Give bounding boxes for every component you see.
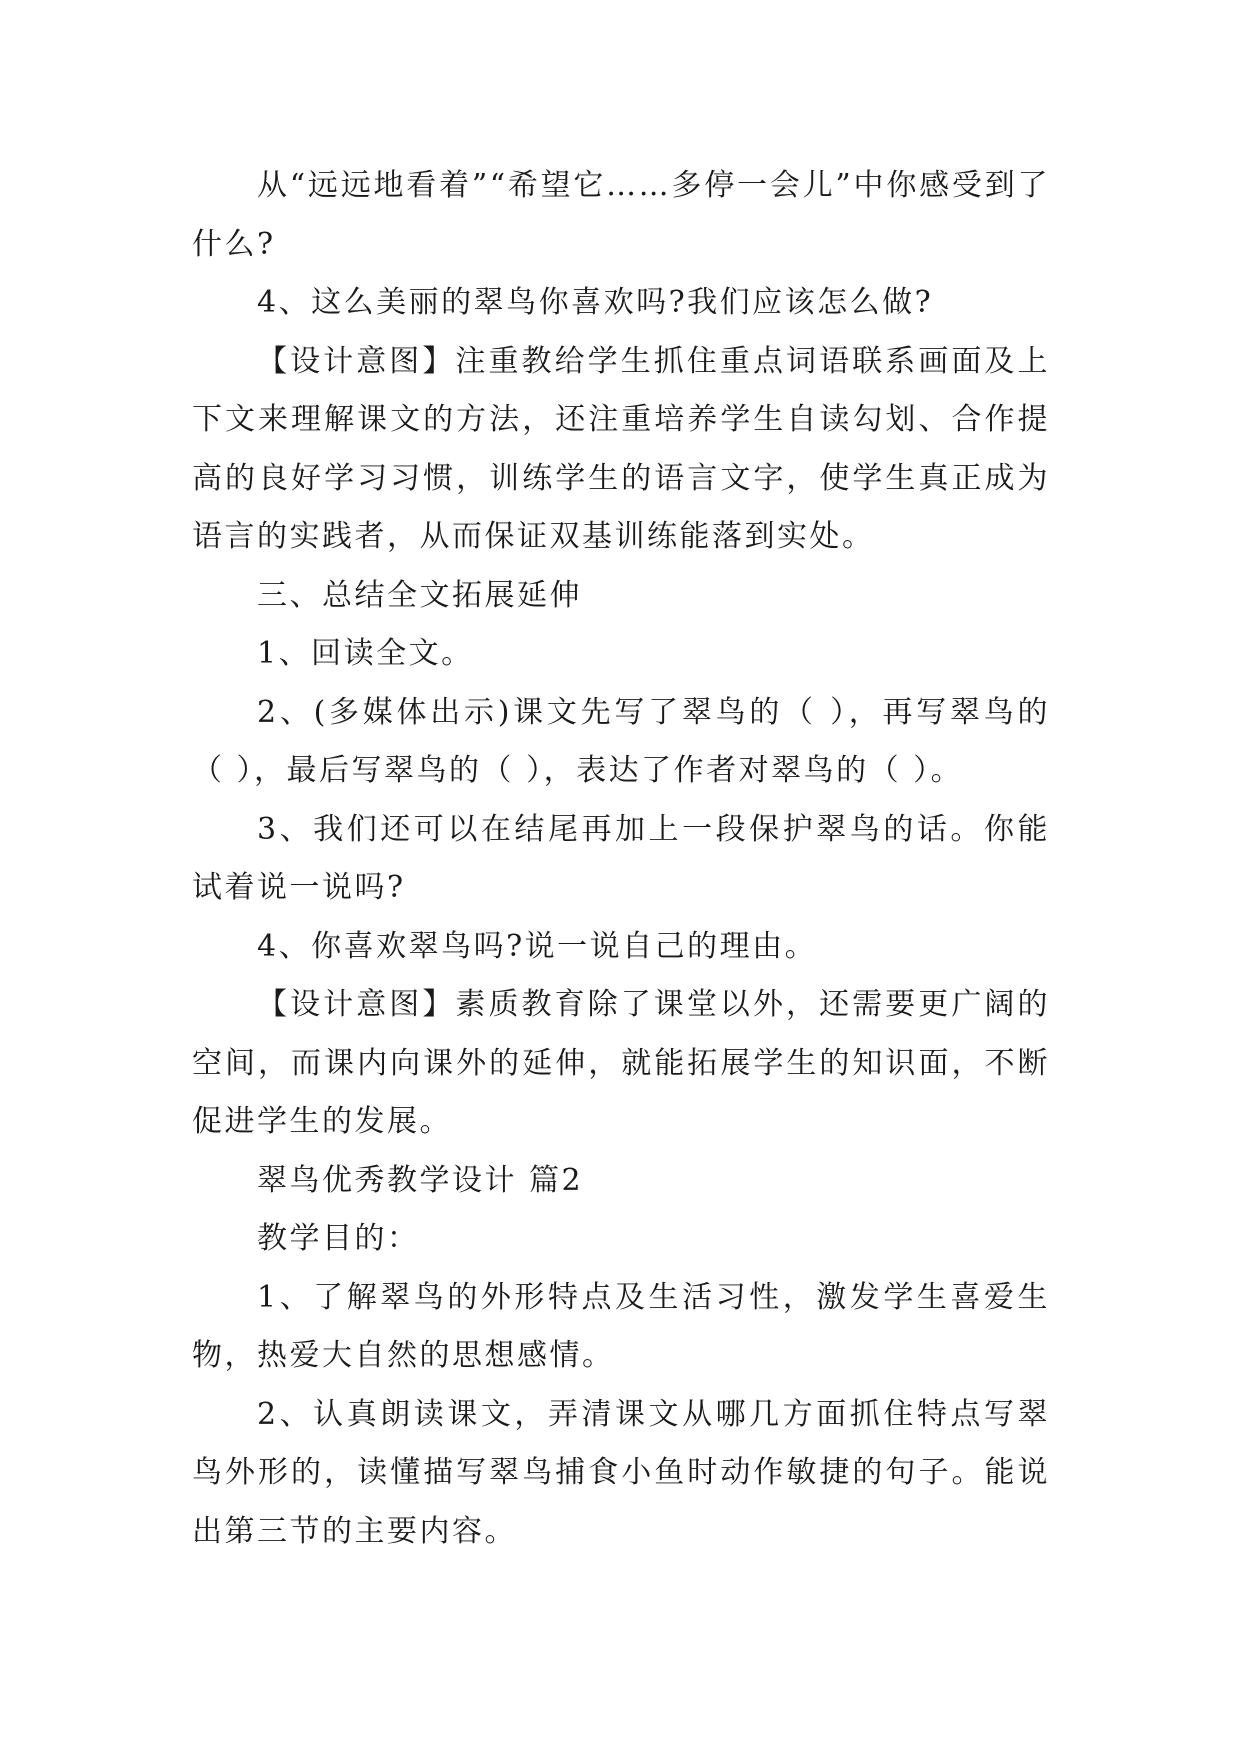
paragraph-step-3: 3、我们还可以在结尾再加上一段保护翠鸟的话。你能试着说一说吗? <box>192 811 1050 905</box>
paragraph-goal-1: 1、了解翠鸟的外形特点及生活习性，激发学生喜爱生物，热爱大自然的思想感情。 <box>192 1279 1050 1373</box>
paragraph-design-intent-2: 【设计意图】素质教育除了课堂以外，还需要更广阔的空间，而课内向课外的延伸，就能拓展学生的知识面，不断促进学生的发展。 <box>192 987 1050 1139</box>
paragraph-design-intent-1: 【设计意图】注重教给学生抓住重点词语联系画面及上下文来理解课文的方法，还注重培养学生自读勾划、合作提高的良好学习习惯，训练学生的语言文字，使学生真正成为语言的实践者，从而保证双基训练能落到实处。 <box>192 343 1050 554</box>
paragraph-step-4: 4、你喜欢翠鸟吗?说一说自己的理由。 <box>257 928 818 964</box>
section-heading-summary: 三、总结全文拓展延伸 <box>257 577 582 613</box>
paragraph-feeling-question: 从“远远地看着”“希望它……多停一会儿”中你感受到了什么? <box>192 168 1050 262</box>
paragraph-teaching-goals: 教学目的： <box>257 1221 420 1256</box>
paragraph-step-1: 1、回读全文。 <box>257 636 474 671</box>
paragraph-step-2: 2、(多媒体出示)课文先写了翠鸟的（ ），再写翠鸟的（ ），最后写翠鸟的（ ），表达了作者对翠鸟的（ ）。 <box>192 694 1050 788</box>
document-body <box>192 157 1050 1561</box>
paragraph-goal-2: 2、认真朗读课文，弄清课文从哪几方面抓住特点写翠鸟外形的，读懂描写翠鸟捕食小鱼时动作敏捷的句子。能说出第三节的主要内容。 <box>192 1396 1050 1549</box>
paragraph-question-4: 4、这么美丽的翠鸟你喜欢吗?我们应该怎么做? <box>257 285 934 320</box>
section-heading-part-2: 翠鸟优秀教学设计 篇2 <box>257 1162 584 1198</box>
